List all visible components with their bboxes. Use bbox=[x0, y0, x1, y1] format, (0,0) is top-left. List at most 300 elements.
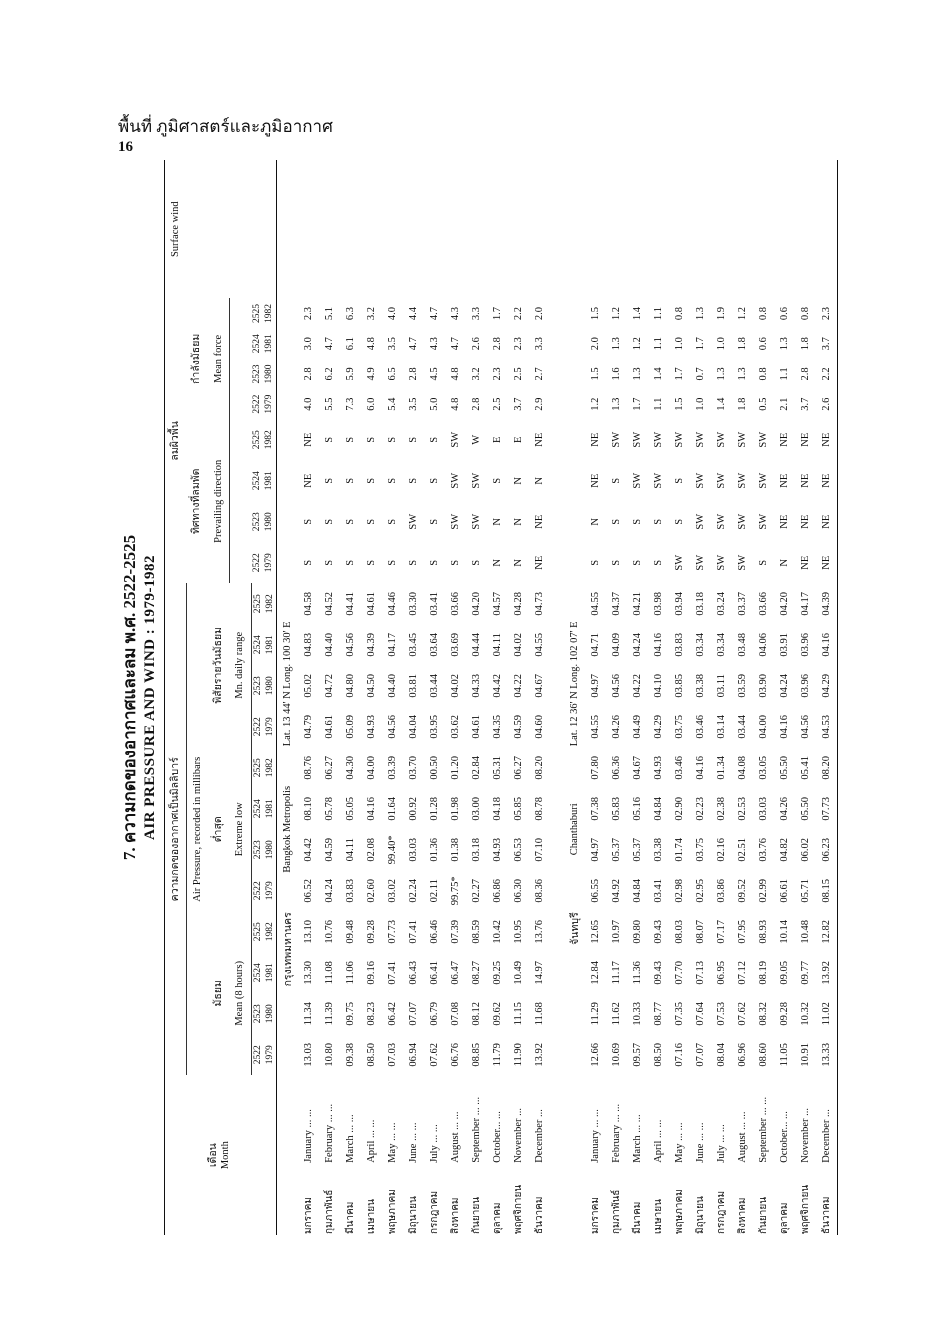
month-thai: พฤษภาคม bbox=[386, 1189, 398, 1234]
month-thai: มกราคม bbox=[589, 1197, 601, 1234]
wind-direction-cell: NE bbox=[778, 473, 790, 488]
year-thai: 2522 bbox=[252, 553, 263, 573]
wind-force-cell: 2.7 bbox=[533, 367, 545, 381]
month-thai: พฤษภาคม bbox=[673, 1189, 685, 1234]
wind-force-cell: 4.3 bbox=[449, 306, 461, 321]
mean-pressure-cell: 10.97 bbox=[610, 919, 622, 944]
daily-range-cell: 04.80 bbox=[344, 673, 356, 698]
mean-pressure-cell: 06.76 bbox=[449, 1042, 461, 1067]
daily-range-cell: 04.60 bbox=[533, 714, 545, 739]
wind-direction-cell: SW bbox=[736, 513, 748, 530]
year-english: 1980 bbox=[264, 840, 275, 860]
mean-pressure-cell: 10.76 bbox=[323, 919, 335, 944]
extreme-low-cell: 02.23 bbox=[694, 796, 706, 821]
wind-direction-cell: S bbox=[365, 518, 377, 525]
daily-range-cell: 04.56 bbox=[799, 714, 811, 739]
year-thai: 2524 bbox=[252, 635, 263, 655]
extreme-low-cell: 04.93 bbox=[491, 837, 503, 862]
daily-range-cell: 04.17 bbox=[386, 632, 398, 657]
wind-force-cell: 4.7 bbox=[449, 337, 461, 351]
year-header-cell bbox=[251, 542, 276, 583]
wind-direction-cell: S bbox=[302, 518, 314, 525]
wind-direction-cell: S bbox=[302, 559, 314, 566]
daily-range-cell: 04.42 bbox=[491, 673, 503, 698]
wind-force-cell: 2.8 bbox=[799, 367, 811, 381]
title-english: AIR PRESSURE AND WIND : 1979-1982 bbox=[142, 555, 158, 840]
daily-range-cell: 04.00 bbox=[757, 714, 769, 739]
wind-force-cell: 1.5 bbox=[589, 306, 601, 321]
daily-range-cell: 03.34 bbox=[694, 632, 706, 657]
wind-force-cell: 0.8 bbox=[757, 306, 769, 321]
wind-direction-cell: E bbox=[512, 436, 524, 443]
daily-range-cell: 03.62 bbox=[449, 714, 461, 739]
mean-pressure-cell: 13.76 bbox=[533, 919, 545, 944]
table-row bbox=[487, 160, 508, 1235]
wind-force-cell: 2.3 bbox=[512, 337, 524, 351]
mean-pressure-cell: 07.95 bbox=[736, 919, 748, 944]
extreme-low-cell: 05.50 bbox=[778, 755, 790, 780]
month-english: September ... ... bbox=[757, 1096, 769, 1163]
extreme-low-cell: 04.00 bbox=[365, 755, 377, 780]
wind-direction-cell: SW bbox=[407, 513, 419, 530]
year-thai: 2522 bbox=[252, 1045, 263, 1065]
wind-force-cell: 2.5 bbox=[491, 397, 503, 411]
wind-direction-cell: SW bbox=[470, 472, 482, 489]
wind-force-cell: 5.1 bbox=[323, 306, 335, 321]
wind-direction-cell: S bbox=[365, 436, 377, 443]
mean-pressure-cell: 08.03 bbox=[673, 919, 685, 944]
wind-force-cell: 4.7 bbox=[323, 337, 335, 351]
table-row bbox=[585, 160, 606, 1235]
mean-pressure-cell: 11.05 bbox=[778, 1043, 790, 1067]
month-thai: ธันวาคม bbox=[533, 1196, 545, 1234]
daily-range-cell: 04.29 bbox=[820, 673, 832, 698]
wind-direction-cell: SW bbox=[694, 431, 706, 448]
extreme-low-cell: 03.70 bbox=[407, 755, 419, 780]
mean-pressure-cell: 08.93 bbox=[757, 919, 769, 944]
extreme-low-cell: 03.46 bbox=[673, 755, 685, 780]
wind-force-cell: 0.5 bbox=[757, 397, 769, 411]
wind-force-cell: 2.6 bbox=[470, 337, 482, 351]
title-thai: 7. ความกดของอากาศและลม พ.ศ. 2522-2525 bbox=[120, 534, 139, 861]
year-english: 1979 bbox=[264, 1045, 275, 1065]
wind-force-cell: 1.1 bbox=[652, 337, 664, 351]
mean-pressure-cell: 11.90 bbox=[512, 1043, 524, 1067]
extreme-low-cell: 04.92 bbox=[610, 878, 622, 903]
year-thai: 2523 bbox=[252, 512, 263, 532]
wind-force-cell: 1.3 bbox=[610, 397, 622, 411]
daily-range-cell: 04.29 bbox=[652, 714, 664, 739]
table-header bbox=[165, 160, 277, 1235]
extreme-low-cell: 02.60 bbox=[365, 878, 377, 903]
wind-direction-cell: S bbox=[344, 518, 356, 525]
extreme-low-cell: 04.26 bbox=[778, 796, 790, 821]
daily-range-cell: 04.61 bbox=[365, 591, 377, 616]
month-thai: มีนาคม bbox=[631, 1201, 643, 1234]
table-row bbox=[795, 160, 816, 1235]
extreme-low-cell: 01.98 bbox=[449, 796, 461, 821]
wind-force-cell: 1.0 bbox=[694, 397, 706, 411]
daily-range-cell: 03.85 bbox=[673, 673, 685, 698]
mean-pressure-cell: 09.43 bbox=[652, 919, 664, 944]
wind-header-thai: ลมผิวพื้น bbox=[169, 421, 181, 461]
mean-header-thai: มัธยม bbox=[212, 980, 224, 1007]
extreme-low-cell: 04.93 bbox=[652, 755, 664, 780]
extreme-low-cell: 04.18 bbox=[491, 796, 503, 821]
pressure-header-english: Air Pressure, recorded in millibars bbox=[191, 756, 203, 902]
month-english: February ... ... bbox=[610, 1103, 622, 1163]
mean-pressure-cell: 10.80 bbox=[323, 1042, 335, 1067]
daily-range-cell: 03.34 bbox=[715, 632, 727, 657]
extreme-low-cell: 06.30 bbox=[512, 878, 524, 903]
daily-range-cell: 03.44 bbox=[428, 673, 440, 698]
mean-pressure-cell: 11.62 bbox=[610, 1002, 622, 1026]
daily-range-cell: 04.11 bbox=[491, 633, 503, 657]
table-row bbox=[466, 160, 487, 1235]
mean-pressure-cell: 06.46 bbox=[428, 919, 440, 944]
table-body bbox=[276, 160, 837, 1235]
station-spacer bbox=[564, 1075, 585, 1235]
direction-header-thai: ทิศทางที่ลมพัด bbox=[191, 468, 203, 535]
daily-range-cell: 04.26 bbox=[610, 714, 622, 739]
month-english: March ... ... bbox=[631, 1114, 643, 1163]
mean-pressure-cell: 06.47 bbox=[449, 960, 461, 985]
year-english: 1980 bbox=[264, 512, 275, 532]
station-name-english: Bangkok Metropolis bbox=[281, 785, 293, 873]
wind-direction-cell: S bbox=[470, 559, 482, 566]
month-english: September ... ... bbox=[470, 1096, 482, 1163]
wind-direction-cell: SW bbox=[652, 431, 664, 448]
mean-pressure-cell: 11.17 bbox=[610, 961, 622, 985]
mean-pressure-cell: 11.68 bbox=[533, 1002, 545, 1026]
wind-force-cell: 1.8 bbox=[736, 337, 748, 351]
mean-pressure-cell: 10.48 bbox=[799, 919, 811, 944]
wind-force-cell: 4.9 bbox=[365, 367, 377, 381]
daily-range-cell: 03.59 bbox=[736, 673, 748, 698]
month-thai: กรกฎาคม bbox=[428, 1190, 440, 1234]
extreme-low-cell: 05.71 bbox=[799, 878, 811, 903]
extreme-low-cell: 01.28 bbox=[428, 796, 440, 821]
wind-force-cell: 1.3 bbox=[778, 337, 790, 351]
extreme-low-cell: 07.38 bbox=[589, 796, 601, 821]
wind-force-cell: 1.9 bbox=[715, 306, 727, 321]
year-english: 1981 bbox=[264, 471, 275, 491]
mean-pressure-cell: 06.79 bbox=[428, 1001, 440, 1026]
wind-force-cell: 5.0 bbox=[428, 397, 440, 411]
mean-pressure-cell: 14.97 bbox=[533, 960, 545, 985]
month-thai: กุมภาพันธ์ bbox=[610, 1189, 622, 1234]
extreme-low-cell: 03.18 bbox=[470, 837, 482, 862]
month-thai: ตุลาคม bbox=[491, 1202, 503, 1234]
extreme-low-cell: 02.38 bbox=[715, 796, 727, 821]
daily-range-cell: 04.67 bbox=[533, 673, 545, 698]
year-thai: 2522 bbox=[252, 394, 263, 414]
wind-direction-cell: N bbox=[512, 517, 524, 526]
wind-force-cell: 1.5 bbox=[589, 367, 601, 381]
mean-pressure-cell: 07.13 bbox=[694, 960, 706, 985]
mean-pressure-cell: 07.39 bbox=[449, 919, 461, 944]
wind-direction-cell: S bbox=[589, 559, 601, 566]
wind-direction-cell: S bbox=[673, 518, 685, 525]
wind-direction-cell: NE bbox=[589, 432, 601, 447]
wind-force-cell: 4.8 bbox=[365, 337, 377, 351]
wind-direction-cell: SW bbox=[652, 472, 664, 489]
wind-force-cell: 1.8 bbox=[799, 337, 811, 351]
wind-force-cell: 1.3 bbox=[715, 367, 727, 381]
wind-direction-cell: S bbox=[428, 518, 440, 525]
year-header-cell bbox=[251, 993, 276, 1034]
wind-force-cell: 1.6 bbox=[610, 367, 622, 381]
year-header-cell bbox=[251, 501, 276, 542]
mean-pressure-cell: 07.62 bbox=[736, 1001, 748, 1026]
station-name-thai: กรุงเทพมหานคร bbox=[282, 912, 294, 987]
wind-force-cell: 1.0 bbox=[673, 337, 685, 351]
extreme-low-cell: 05.41 bbox=[799, 755, 811, 780]
mean-pressure-cell: 12.65 bbox=[589, 919, 601, 944]
wind-force-cell: 3.7 bbox=[512, 397, 524, 411]
mean-pressure-cell: 12.66 bbox=[589, 1042, 601, 1067]
wind-direction-cell: S bbox=[323, 477, 335, 484]
wind-direction-cell: S bbox=[365, 559, 377, 566]
table-row bbox=[690, 160, 711, 1235]
mean-pressure-cell: 09.77 bbox=[799, 960, 811, 985]
wind-direction-cell: S bbox=[428, 559, 440, 566]
extreme-low-cell: 03.41 bbox=[652, 878, 664, 903]
daily-range-cell: 03.75 bbox=[673, 714, 685, 739]
daily-range-cell: 04.22 bbox=[512, 673, 524, 698]
daily-range-cell: 04.17 bbox=[799, 591, 811, 616]
wind-force-cell: 3.3 bbox=[470, 306, 482, 321]
extreme-low-cell: 04.84 bbox=[631, 878, 643, 903]
extreme-low-cell: 03.39 bbox=[386, 755, 398, 780]
wind-direction-cell: NE bbox=[778, 432, 790, 447]
wind-force-cell: 3.0 bbox=[302, 337, 314, 351]
mean-pressure-cell: 11.06 bbox=[344, 961, 356, 985]
wind-force-cell: 4.4 bbox=[407, 306, 419, 321]
month-english: October... ... bbox=[491, 1111, 503, 1163]
month-thai: กรกฎาคม bbox=[715, 1190, 727, 1234]
mean-pressure-cell: 08.07 bbox=[694, 919, 706, 944]
daily-range-cell: 03.18 bbox=[694, 591, 706, 616]
wind-direction-cell: NE bbox=[820, 432, 832, 447]
extreme-low-cell: 03.86 bbox=[715, 878, 727, 903]
mean-pressure-cell: 13.92 bbox=[820, 960, 832, 985]
extreme-low-cell: 04.16 bbox=[365, 796, 377, 821]
wind-force-cell: 4.0 bbox=[386, 306, 398, 321]
table-row bbox=[382, 160, 403, 1235]
daily-range-cell: 03.66 bbox=[449, 591, 461, 616]
extreme-low-cell: 08.78 bbox=[533, 796, 545, 821]
extreme-low-cell: 01.38 bbox=[449, 837, 461, 862]
extreme-low-cell: 02.24 bbox=[407, 878, 419, 903]
wind-force-cell: 6.2 bbox=[323, 367, 335, 381]
station-name-thai: จันทบุรี bbox=[569, 912, 581, 945]
month-english: April ... ... bbox=[365, 1119, 377, 1163]
year-header-cell bbox=[251, 359, 276, 389]
wind-direction-cell: N bbox=[512, 558, 524, 567]
mean-pressure-cell: 10.95 bbox=[512, 919, 524, 944]
daily-range-cell: 04.49 bbox=[631, 714, 643, 739]
wind-direction-cell: S bbox=[631, 559, 643, 566]
extreme-low-cell: 02.90 bbox=[673, 796, 685, 821]
mean-pressure-cell: 08.04 bbox=[715, 1042, 727, 1067]
daily-range-cell: 04.24 bbox=[778, 673, 790, 698]
mean-pressure-cell: 10.69 bbox=[610, 1042, 622, 1067]
wind-direction-cell: S bbox=[673, 477, 685, 484]
wind-direction-cell: NE bbox=[533, 555, 545, 570]
wind-force-cell: 6.3 bbox=[344, 306, 356, 321]
wind-force-cell: 3.7 bbox=[799, 397, 811, 411]
wind-direction-cell: S bbox=[365, 477, 377, 484]
wind-direction-cell: S bbox=[428, 436, 440, 443]
mean-pressure-cell: 08.50 bbox=[652, 1042, 664, 1067]
extreme-low-cell: 02.53 bbox=[736, 796, 748, 821]
wind-force-cell: 1.4 bbox=[631, 306, 643, 321]
wind-force-cell: 5.9 bbox=[344, 367, 356, 381]
wind-direction-cell: S bbox=[757, 559, 769, 566]
month-english: February ... ... bbox=[323, 1103, 335, 1163]
wind-direction-cell: S bbox=[323, 559, 335, 566]
mean-pressure-cell: 08.12 bbox=[470, 1001, 482, 1026]
station-latlong: Lat. 13 44' N Long. 100 30' E bbox=[281, 621, 293, 747]
daily-range-cell: 03.96 bbox=[799, 673, 811, 698]
extreme-low-cell: 99.40* bbox=[386, 835, 398, 865]
page-header bbox=[118, 117, 333, 157]
wind-direction-cell: S bbox=[323, 436, 335, 443]
wind-direction-cell: S bbox=[610, 559, 622, 566]
extreme-low-cell: 02.95 bbox=[694, 878, 706, 903]
month-english: April ... ... bbox=[652, 1119, 664, 1163]
wind-direction-cell: NE bbox=[820, 473, 832, 488]
month-english: November ... bbox=[512, 1107, 524, 1163]
force-header-thai: กำลังมัธยม bbox=[191, 333, 203, 384]
extreme-low-cell: 03.05 bbox=[757, 755, 769, 780]
mean-pressure-cell: 08.19 bbox=[757, 960, 769, 985]
mean-pressure-cell: 06.95 bbox=[715, 960, 727, 985]
wind-force-cell: 1.1 bbox=[652, 397, 664, 411]
daily-range-cell: 04.20 bbox=[470, 591, 482, 616]
month-thai: พฤศจิกายน bbox=[799, 1184, 811, 1234]
year-english: 1980 bbox=[264, 364, 275, 384]
daily-range-cell: 03.14 bbox=[715, 714, 727, 739]
daily-range-cell: 03.96 bbox=[799, 632, 811, 657]
wind-force-cell: 1.3 bbox=[694, 306, 706, 321]
extreme-header-english: Extreme low bbox=[230, 747, 252, 911]
extreme-low-cell: 06.36 bbox=[610, 755, 622, 780]
extreme-low-cell: 02.84 bbox=[470, 755, 482, 780]
wind-direction-cell: SW bbox=[715, 554, 727, 571]
daily-range-cell: 03.24 bbox=[715, 591, 727, 616]
wind-force-cell: 2.8 bbox=[470, 397, 482, 411]
wind-force-cell: 3.2 bbox=[470, 367, 482, 381]
direction-header-english: Prevailing direction bbox=[208, 419, 230, 583]
year-header-cell bbox=[251, 911, 276, 952]
mean-pressure-cell: 11.15 bbox=[512, 1002, 524, 1026]
year-english: 1979 bbox=[264, 717, 275, 737]
daily-range-cell: 04.35 bbox=[491, 714, 503, 739]
year-english: 1982 bbox=[264, 430, 275, 450]
daily-range-cell: 03.38 bbox=[694, 673, 706, 698]
table-title bbox=[120, 160, 160, 1235]
extreme-low-cell: 04.24 bbox=[323, 878, 335, 903]
daily-range-cell: 04.73 bbox=[533, 591, 545, 616]
month-thai: ธันวาคม bbox=[820, 1196, 832, 1234]
wind-direction-cell: SW bbox=[673, 431, 685, 448]
wind-force-cell: 1.3 bbox=[610, 337, 622, 351]
year-header-cell bbox=[251, 419, 276, 460]
daily-range-cell: 04.33 bbox=[470, 673, 482, 698]
daily-range-cell: 04.55 bbox=[589, 591, 601, 616]
wind-direction-cell: N bbox=[589, 517, 601, 526]
wind-direction-cell: NE bbox=[302, 432, 314, 447]
month-thai: กันยายน bbox=[757, 1196, 769, 1234]
rotated-table-sheet bbox=[120, 160, 845, 1235]
daily-range-cell: 05.09 bbox=[344, 714, 356, 739]
wind-direction-cell: W bbox=[470, 434, 482, 445]
mean-header-english: Mean (8 hours) bbox=[230, 911, 252, 1075]
wind-force-cell: 1.0 bbox=[715, 337, 727, 351]
wind-direction-cell: SW bbox=[694, 472, 706, 489]
daily-range-cell: 04.61 bbox=[323, 714, 335, 739]
page-number: 16 bbox=[118, 139, 133, 155]
mean-pressure-cell: 06.42 bbox=[386, 1001, 398, 1026]
month-english: December ... bbox=[533, 1109, 545, 1163]
wind-force-cell: 4.5 bbox=[428, 367, 440, 381]
year-header-cell bbox=[251, 624, 276, 665]
month-english: June ... ... bbox=[407, 1122, 419, 1163]
wind-direction-cell: SW bbox=[715, 431, 727, 448]
mean-pressure-cell: 09.57 bbox=[631, 1042, 643, 1067]
wind-force-cell: 2.3 bbox=[491, 367, 503, 381]
mean-pressure-cell: 10.42 bbox=[491, 919, 503, 944]
wind-force-cell: 1.7 bbox=[694, 337, 706, 351]
extreme-low-cell: 04.97 bbox=[589, 837, 601, 862]
daily-range-cell: 03.90 bbox=[757, 673, 769, 698]
range-header-english: Mn. daily range bbox=[230, 583, 252, 747]
daily-range-cell: 04.06 bbox=[757, 632, 769, 657]
mean-pressure-cell: 07.12 bbox=[736, 960, 748, 985]
mean-pressure-cell: 09.43 bbox=[652, 960, 664, 985]
daily-range-cell: 04.55 bbox=[533, 632, 545, 657]
extreme-low-cell: 04.30 bbox=[344, 755, 356, 780]
daily-range-cell: 04.04 bbox=[407, 714, 419, 739]
daily-range-cell: 04.83 bbox=[302, 632, 314, 657]
table-row bbox=[711, 160, 732, 1235]
wind-force-cell: 3.7 bbox=[820, 337, 832, 351]
year-header-row bbox=[251, 160, 276, 1235]
table-row bbox=[529, 160, 550, 1235]
extreme-low-cell: 05.37 bbox=[631, 837, 643, 862]
extreme-low-cell: 03.83 bbox=[344, 878, 356, 903]
table-row bbox=[627, 160, 648, 1235]
table-row bbox=[816, 160, 838, 1235]
year-header-cell bbox=[251, 583, 276, 624]
wind-direction-cell: NE bbox=[533, 432, 545, 447]
mean-pressure-cell: 06.94 bbox=[407, 1042, 419, 1067]
daily-range-cell: 03.48 bbox=[736, 632, 748, 657]
extreme-low-cell: 04.42 bbox=[302, 837, 314, 862]
extreme-header-thai: ต่ำสุด bbox=[212, 816, 224, 843]
wind-force-cell: 4.8 bbox=[449, 367, 461, 381]
wind-force-cell: 1.4 bbox=[715, 397, 727, 411]
mean-pressure-cell: 11.29 bbox=[589, 1002, 601, 1026]
year-english: 1982 bbox=[264, 304, 275, 323]
year-thai: 2523 bbox=[252, 840, 263, 860]
daily-range-cell: 04.79 bbox=[302, 714, 314, 739]
month-english: July ... ... bbox=[715, 1124, 727, 1163]
daily-range-cell: 04.24 bbox=[631, 632, 643, 657]
wind-force-cell: 1.2 bbox=[589, 397, 601, 411]
